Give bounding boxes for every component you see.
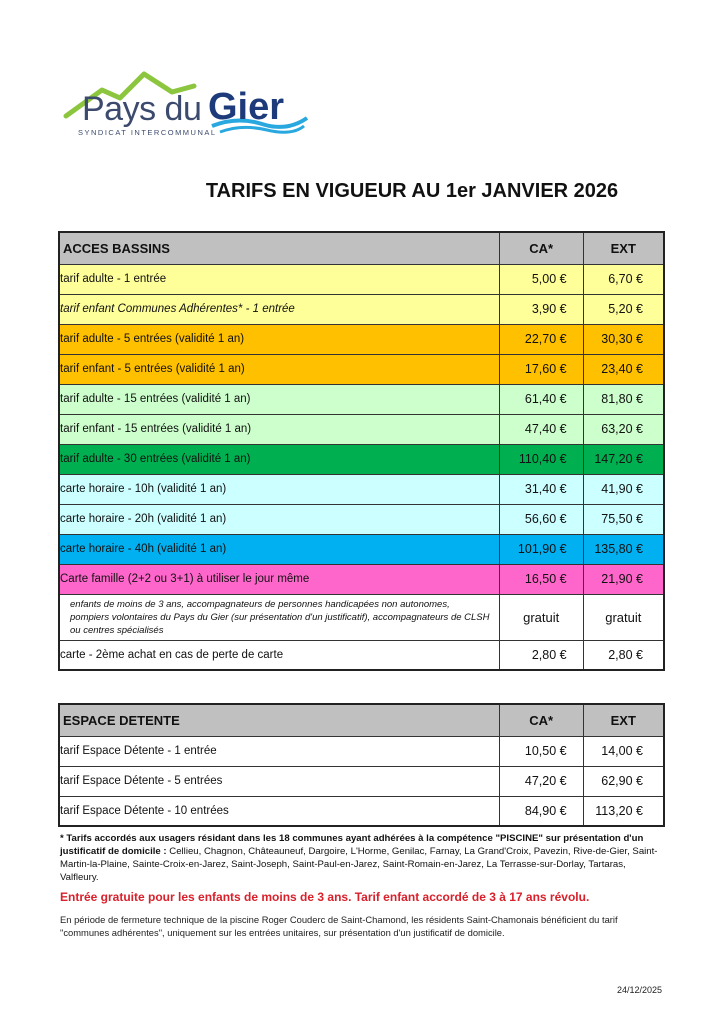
row-label: tarif enfant - 5 entrées (validité 1 an): [59, 354, 499, 384]
table-row: [59, 264, 664, 294]
footnote: [60, 832, 660, 884]
section-title: ESPACE DETENTE: [59, 704, 499, 736]
price-ext: 75,50 €: [583, 504, 664, 534]
price-ext: 41,90 €: [583, 474, 664, 504]
logo-subtitle: SYNDICAT INTERCOMMUNAL: [78, 128, 217, 137]
price-ext: 2,80 €: [583, 640, 664, 670]
price-ca: gratuit: [499, 594, 583, 640]
table-row: [59, 640, 664, 670]
row-label: enfants de moins de 3 ans, accompagnateurs de personnes handicapées non autonomes, pompiers volontaires du Pays du Gier (sur présentation d'un justificatif), accompagnateurs de CLSH ou centres spécialisés: [59, 594, 499, 640]
footnote-bold: * Tarifs accordés aux usagers résidant dans les 18 communes ayant adhérées à la compétence "PISCINE" sur présentation d'un justificatif de domicile :: [60, 833, 644, 857]
table-row: [59, 294, 664, 324]
price-ext: 63,20 €: [583, 414, 664, 444]
price-ext: 113,20 €: [583, 796, 664, 826]
table-row: [59, 504, 664, 534]
price-ext: 23,40 €: [583, 354, 664, 384]
document-date: 24/12/2025: [617, 985, 663, 995]
espace-detente-table: [58, 703, 665, 827]
price-ext: 5,20 €: [583, 294, 664, 324]
table-row: [59, 796, 664, 826]
section-title: ACCES BASSINS: [59, 232, 499, 264]
table-row: [59, 444, 664, 474]
row-label: tarif Espace Détente - 1 entrée: [59, 736, 499, 766]
row-label: tarif Espace Détente - 10 entrées: [59, 796, 499, 826]
table-row: [59, 594, 664, 640]
price-ca: 47,20 €: [499, 766, 583, 796]
table-row: [59, 384, 664, 414]
table-row: [59, 564, 664, 594]
closure-note: En période de fermeture technique de la piscine Roger Couderc de Saint-Chamond, les résidents Saint-Chamonais bénéficient du tarif "communes adhérentes", uniquement sur les entrées unitaires, sur présentation d'un justificatif de domicile.: [60, 914, 618, 938]
page-title: TARIFS EN VIGUEUR AU 1er JANVIER 2026: [205, 180, 619, 202]
price-ca: 101,90 €: [499, 534, 583, 564]
price-ca: 3,90 €: [499, 294, 583, 324]
price-ca: 61,40 €: [499, 384, 583, 414]
price-ext: 6,70 €: [583, 264, 664, 294]
row-label: tarif Espace Détente - 5 entrées: [59, 766, 499, 796]
row-label: tarif enfant - 15 entrées (validité 1 an): [59, 414, 499, 444]
price-ca: 47,40 €: [499, 414, 583, 444]
price-ca: 2,80 €: [499, 640, 583, 670]
price-ca: 16,50 €: [499, 564, 583, 594]
price-ext: 147,20 €: [583, 444, 664, 474]
price-ca: 31,40 €: [499, 474, 583, 504]
row-label: tarif adulte - 15 entrées (validité 1 an): [59, 384, 499, 414]
price-ext: 135,80 €: [583, 534, 664, 564]
logo-name-bold: Gier: [208, 86, 285, 128]
row-label: carte horaire - 20h (validité 1 an): [59, 504, 499, 534]
price-ext: 14,00 €: [583, 736, 664, 766]
free-entry-notice: Entrée gratuite pour les enfants de moins de 3 ans. Tarif enfant accordé de 3 à 17 ans révolu.: [60, 890, 590, 904]
price-ca: 22,70 €: [499, 324, 583, 354]
table-row: [59, 736, 664, 766]
column-header-ext: EXT: [583, 704, 664, 736]
logo: [62, 68, 312, 138]
price-ca: 17,60 €: [499, 354, 583, 384]
price-ca: 56,60 €: [499, 504, 583, 534]
price-ca: 110,40 €: [499, 444, 583, 474]
column-header-ca: CA*: [499, 232, 583, 264]
price-ca: 84,90 €: [499, 796, 583, 826]
table-row: [59, 324, 664, 354]
price-ext: gratuit: [583, 594, 664, 640]
footnote-communes: Cellieu, Chagnon, Châteauneuf, Dargoire, L'Horme, Genilac, Farnay, La Grand'Croix, Pavezin, Rive-de-Gier, Saint-Martin-la-Plaine, Sainte-Croix-en-Jarez, Saint-Joseph, Saint-Paul-en-Jarez, Saint-Romain-en-Jarez, La Terrasse-sur-Dorlay, Tartaras, Valfleury.: [60, 846, 658, 883]
acces-bassins-table: [58, 231, 665, 671]
column-header-ext: EXT: [583, 232, 664, 264]
table-row: [59, 534, 664, 564]
price-ca: 5,00 €: [499, 264, 583, 294]
table-row: [59, 474, 664, 504]
row-label: carte horaire - 40h (validité 1 an): [59, 534, 499, 564]
table-header: [59, 704, 664, 736]
column-header-ca: CA*: [499, 704, 583, 736]
price-ca: 10,50 €: [499, 736, 583, 766]
row-label: carte - 2ème achat en cas de perte de carte: [59, 640, 499, 670]
table-row: [59, 414, 664, 444]
logo-name: Pays du: [82, 90, 202, 128]
table-row: [59, 354, 664, 384]
row-label: tarif adulte - 30 entrées (validité 1 an): [59, 444, 499, 474]
row-label: Carte famille (2+2 ou 3+1) à utiliser le jour même: [59, 564, 499, 594]
row-label: tarif enfant Communes Adhérentes* - 1 entrée: [59, 294, 499, 324]
price-ext: 62,90 €: [583, 766, 664, 796]
price-ext: 21,90 €: [583, 564, 664, 594]
table-header: [59, 232, 664, 264]
price-ext: 81,80 €: [583, 384, 664, 414]
table-row: [59, 766, 664, 796]
price-ext: 30,30 €: [583, 324, 664, 354]
row-label: tarif adulte - 5 entrées (validité 1 an): [59, 324, 499, 354]
row-label: tarif adulte - 1 entrée: [59, 264, 499, 294]
row-label: carte horaire - 10h (validité 1 an): [59, 474, 499, 504]
